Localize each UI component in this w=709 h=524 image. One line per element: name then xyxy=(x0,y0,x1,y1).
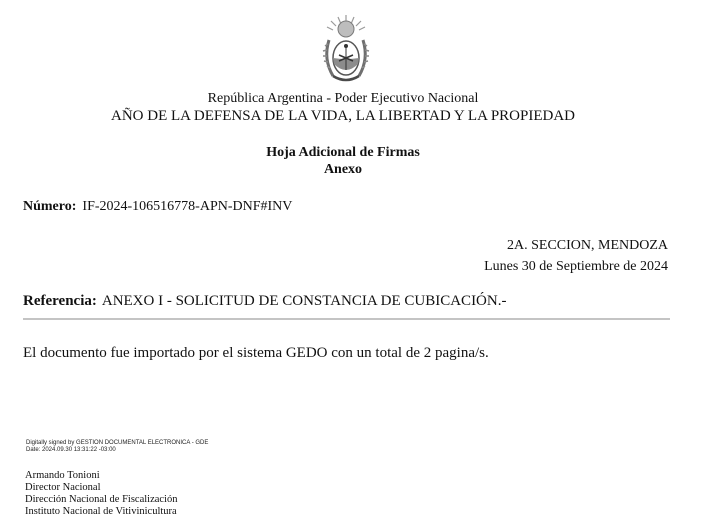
document-subtitle: Anexo xyxy=(323,162,363,177)
signer-institution: Instituto Nacional de Vitivinicultura xyxy=(25,506,177,517)
digital-signature-signer: Digitally signed by GESTION DOCUMENTAL ELECTRONICA - GDE xyxy=(26,440,209,446)
reference-row xyxy=(23,293,506,310)
signer-name: Armando Tonioni xyxy=(25,470,100,481)
document-place: 2A. SECCION, MENDOZA xyxy=(507,238,668,253)
argentina-coat-of-arms-icon xyxy=(321,14,371,86)
document-body: El documento fue importado por el sistema GEDO con un total de 2 pagina/s. xyxy=(23,345,489,361)
signer-department: Dirección Nacional de Fiscalización xyxy=(25,494,178,505)
document-number-value: IF-2024-106516778-APN-DNF#INV xyxy=(82,199,293,214)
header-institution: República Argentina - Poder Ejecutivo Nacional xyxy=(207,91,479,106)
document-date: Lunes 30 de Septiembre de 2024 xyxy=(484,259,668,274)
reference-value: ANEXO I - SOLICITUD DE CONSTANCIA DE CUBICACIÓN.- xyxy=(101,293,507,309)
digital-signature-stamp xyxy=(26,440,208,454)
signer-position: Director Nacional xyxy=(25,482,101,493)
document-number-label: Número: xyxy=(23,199,77,214)
reference-label: Referencia: xyxy=(23,293,97,309)
digital-signature-date: Date: 2024.09.30 13:31:22 -03:00 xyxy=(26,447,116,453)
divider xyxy=(23,318,670,320)
document-number-row xyxy=(23,199,292,215)
document-title: Hoja Adicional de Firmas xyxy=(266,145,420,160)
header-year-motto: AÑO DE LA DEFENSA DE LA VIDA, LA LIBERTAD Y LA PROPIEDAD xyxy=(110,108,575,124)
signer-block xyxy=(25,470,177,518)
